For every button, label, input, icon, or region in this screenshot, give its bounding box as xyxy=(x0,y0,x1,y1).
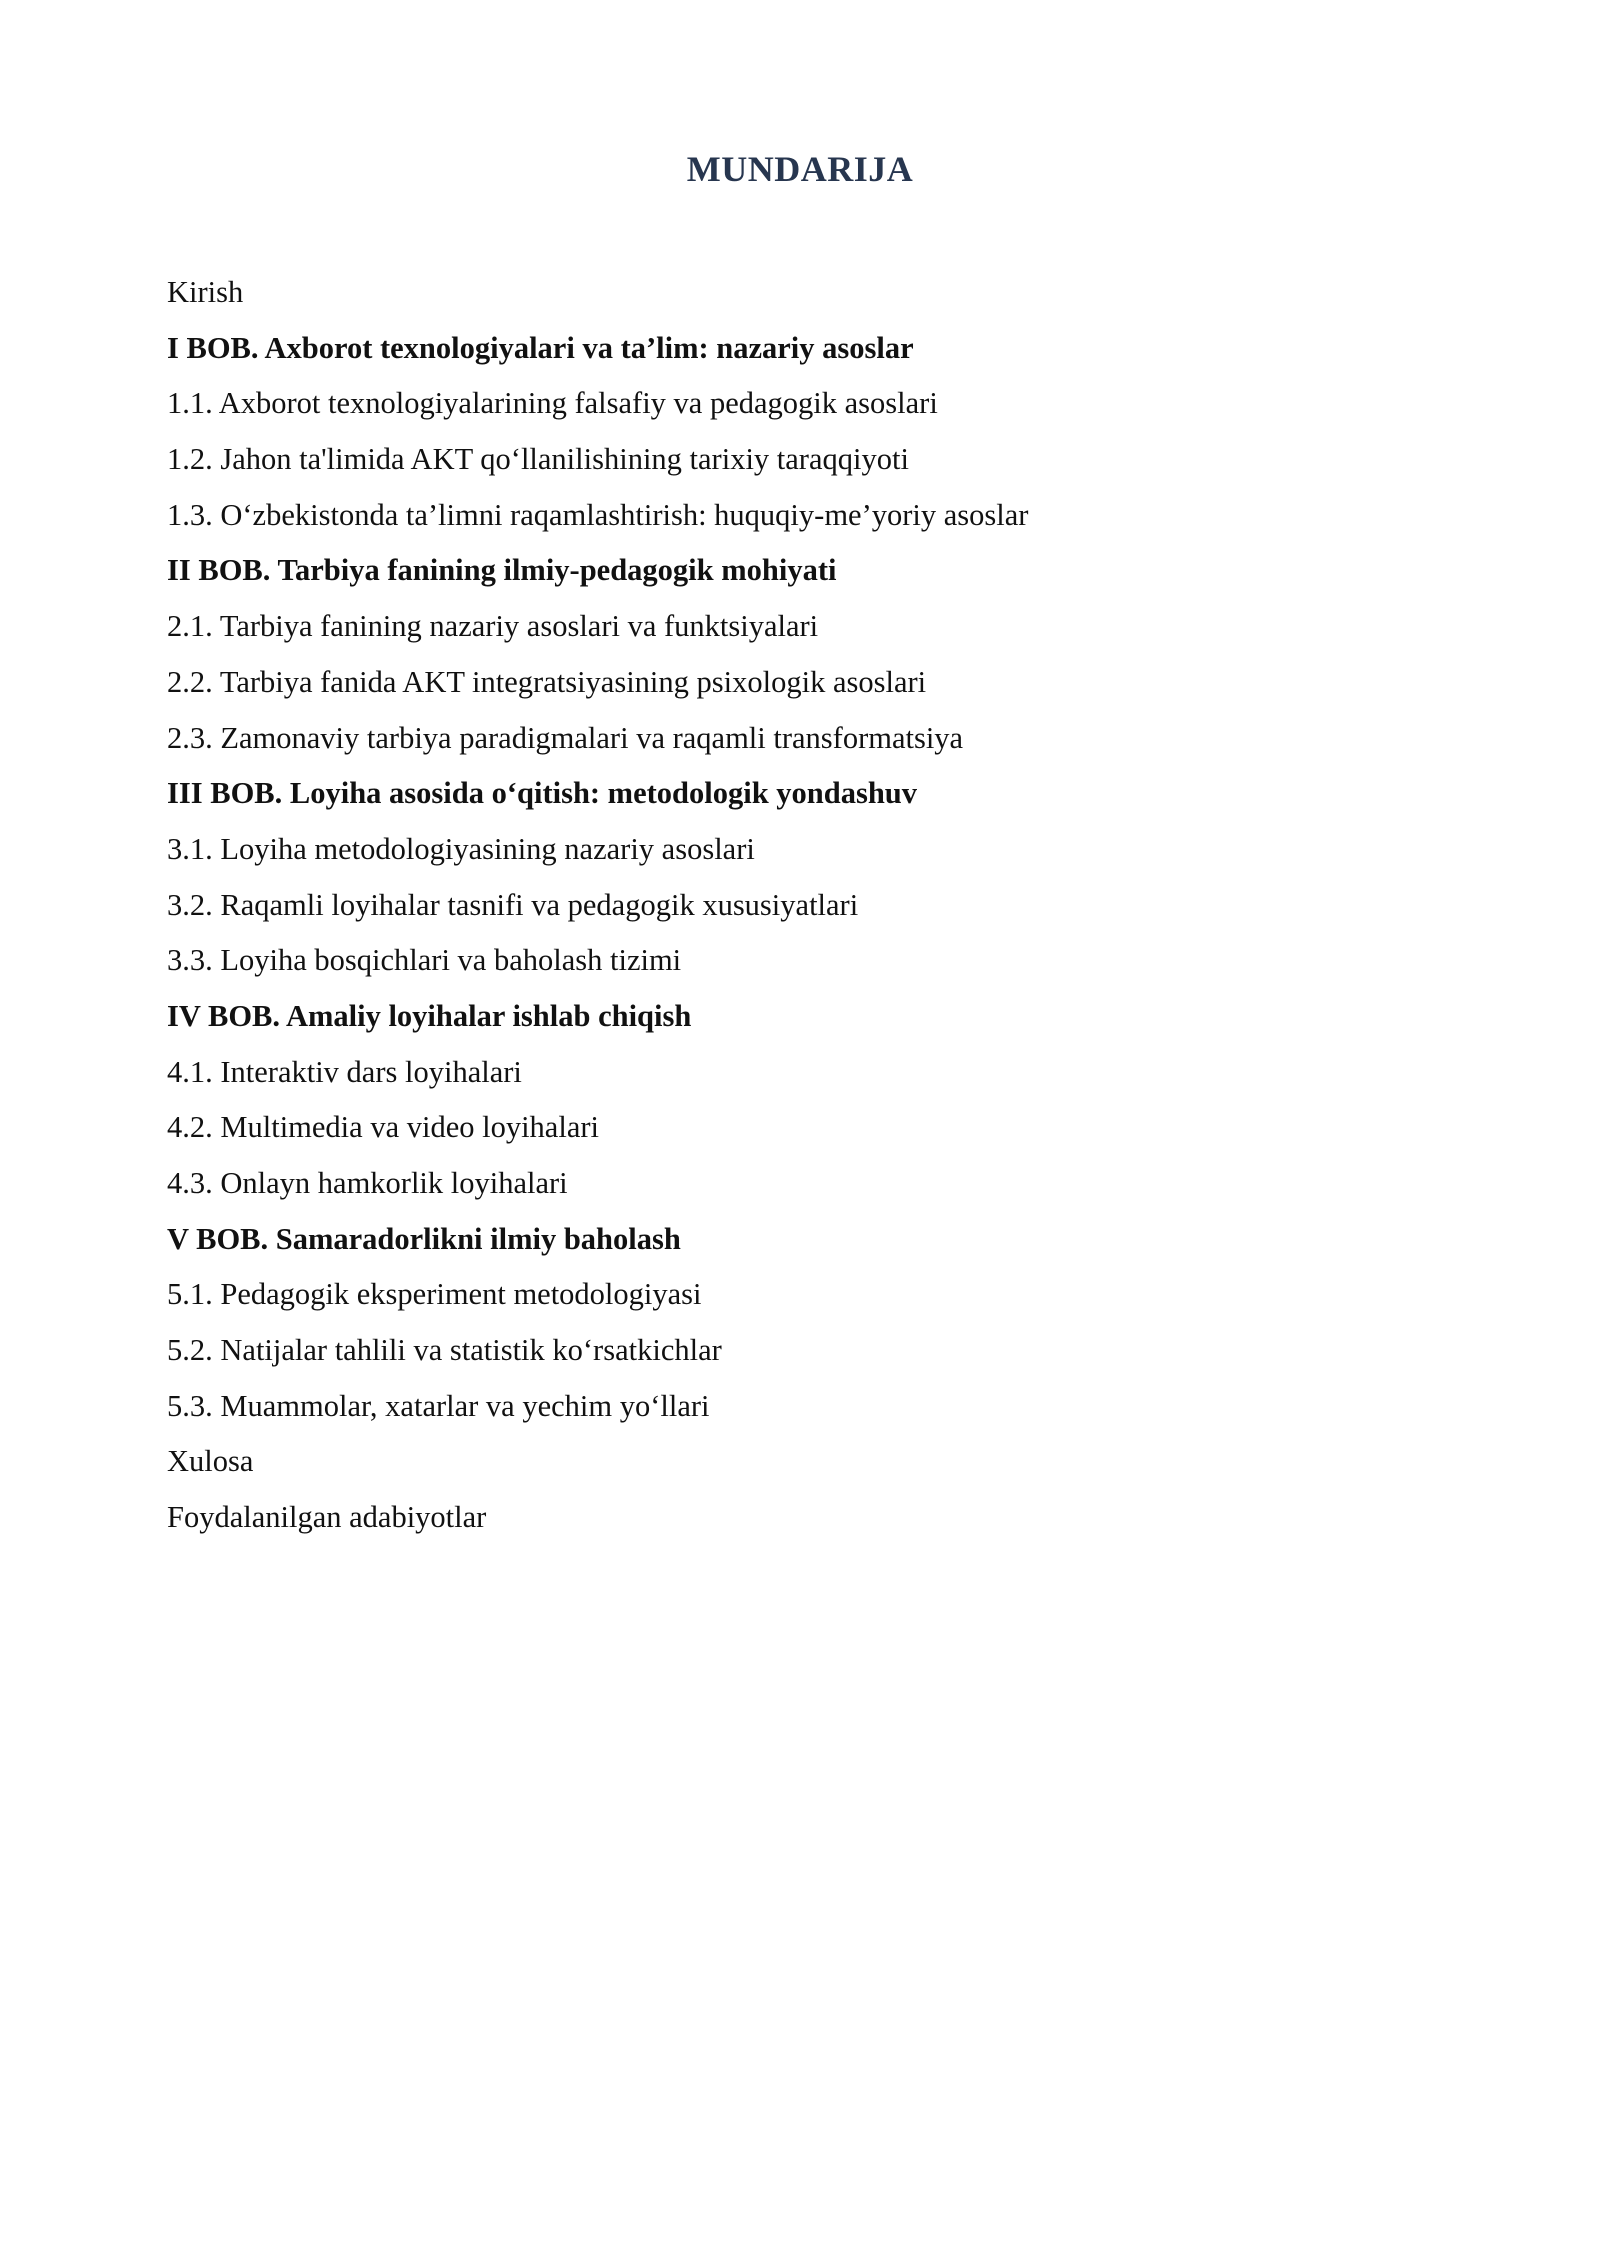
toc-entry: 5.2. Natijalar tahlili va statistik ko‘rsatkichlar xyxy=(167,1333,722,1368)
toc-chapter-heading: II BOB. Tarbiya fanining ilmiy-pedagogik mohiyati xyxy=(167,553,837,588)
toc-chapter-heading: III BOB. Loyiha asosida o‘qitish: metodologik yondashuv xyxy=(167,776,918,811)
toc-entry: Xulosa xyxy=(167,1444,254,1479)
page-title: MUNDARIJA xyxy=(686,149,914,189)
toc-entry: 3.1. Loyiha metodologiyasining nazariy asoslari xyxy=(167,831,755,866)
toc-entry: 5.3. Muammolar, xatarlar va yechim yo‘llari xyxy=(167,1388,710,1423)
table-of-contents xyxy=(167,268,1467,1549)
toc-entry: 3.2. Raqamli loyihalar tasnifi va pedagogik xususiyatlari xyxy=(167,887,859,922)
toc-entry: 4.1. Interaktiv dars loyihalari xyxy=(167,1054,522,1089)
toc-entry: 4.2. Multimedia va video loyihalari xyxy=(167,1110,599,1145)
toc-chapter-heading: I BOB. Axborot texnologiyalari va ta’lim: nazariy asoslar xyxy=(167,330,914,365)
toc-entry: 1.3. O‘zbekistonda ta’limni raqamlashtirish: huquqiy-me’yoriy asoslar xyxy=(167,497,1029,532)
toc-entry: Foydalanilgan adabiyotlar xyxy=(167,1500,487,1535)
toc-chapter-heading: IV BOB. Amaliy loyihalar ishlab chiqish xyxy=(167,998,692,1033)
toc-entry: 2.2. Tarbiya fanida AKT integratsiyasining psixologik asoslari xyxy=(167,664,927,699)
toc-entry: 5.1. Pedagogik eksperiment metodologiyasi xyxy=(167,1277,702,1312)
toc-entry: 1.2. Jahon ta'limida AKT qo‘llanilishining tarixiy taraqqiyoti xyxy=(167,442,909,477)
toc-entry: 4.3. Onlayn hamkorlik loyihalari xyxy=(167,1166,568,1200)
toc-chapter-heading: V BOB. Samaradorlikni ilmiy baholash xyxy=(167,1221,681,1256)
toc-entry: 2.1. Tarbiya fanining nazariy asoslari va funktsiyalari xyxy=(167,609,819,644)
toc-entry: 2.3. Zamonaviy tarbiya paradigmalari va raqamli transformatsiya xyxy=(167,720,964,755)
toc-entry: 1.1. Axborot texnologiyalarining falsafiy va pedagogik asoslari xyxy=(167,386,938,421)
toc-entry: 3.3. Loyiha bosqichlari va baholash tizimi xyxy=(167,943,682,978)
toc-entry: Kirish xyxy=(167,275,244,309)
